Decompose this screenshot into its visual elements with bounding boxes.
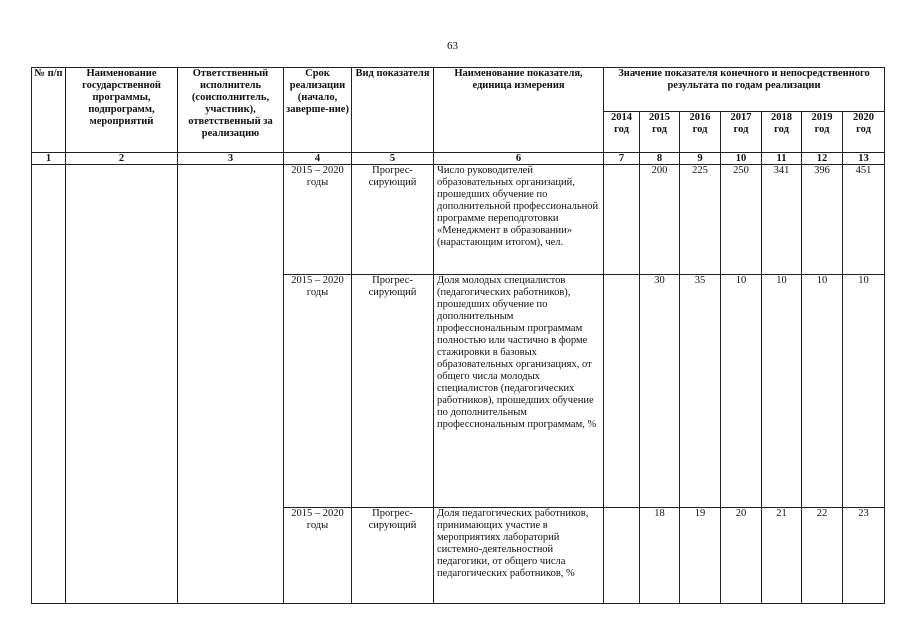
- header-year: 2020 год: [843, 112, 885, 153]
- header-executor: Ответственный исполнитель (соисполнитель, участник), ответственный за реализацию: [178, 68, 284, 153]
- column-number: 8: [640, 153, 680, 165]
- column-number: 9: [680, 153, 721, 165]
- value-cell: 23: [843, 508, 885, 604]
- value-cell: 30: [640, 275, 680, 508]
- header-values-group: Значение показателя конечного и непосредственного результата по годам реализации: [604, 68, 885, 112]
- column-number: 5: [352, 153, 434, 165]
- column-number: 13: [843, 153, 885, 165]
- column-number: 12: [802, 153, 843, 165]
- indicators-table: [31, 67, 885, 604]
- value-cell: 19: [680, 508, 721, 604]
- value-cell: 10: [721, 275, 762, 508]
- value-cell: [604, 165, 640, 275]
- column-number-row: [32, 153, 885, 165]
- indicator-name-cell: Доля молодых специалистов (педагогических работников), прошедших обучение по дополнительным профессиональным программам полностью или частично в форме стажировки в базовых образовательных организациях, от общего числа молодых специалистов (педагогических работников), прошедших обучение по дополнительным профессиональным программам, %: [434, 275, 604, 508]
- column-number: 11: [762, 153, 802, 165]
- program-name-cell: [66, 165, 178, 604]
- column-number: 7: [604, 153, 640, 165]
- header-period: Срок реализации (начало, заверше-ние): [284, 68, 352, 153]
- value-cell: 20: [721, 508, 762, 604]
- indicator-type-cell: Прогрес-сирующий: [352, 165, 434, 275]
- value-cell: 10: [843, 275, 885, 508]
- value-cell: 10: [762, 275, 802, 508]
- header-year: 2019 год: [802, 112, 843, 153]
- header-year: 2017 год: [721, 112, 762, 153]
- column-number: 10: [721, 153, 762, 165]
- value-cell: 200: [640, 165, 680, 275]
- value-cell: 10: [802, 275, 843, 508]
- period-cell: 2015 – 2020 годы: [284, 165, 352, 275]
- table-row: [32, 165, 885, 275]
- indicator-type-cell: Прогрес-сирующий: [352, 508, 434, 604]
- indicator-name-cell: Число руководителей образовательных организаций, прошедших обучение по дополнительной профессиональной программе переподготовки «Менеджмент в образовании» (нарастающим итогом), чел.: [434, 165, 604, 275]
- page-number: 63: [447, 40, 458, 52]
- column-number: 3: [178, 153, 284, 165]
- value-cell: 451: [843, 165, 885, 275]
- column-number: 6: [434, 153, 604, 165]
- header-indicator-name: Наименование показателя, единица измерения: [434, 68, 604, 153]
- period-cell: 2015 – 2020 годы: [284, 508, 352, 604]
- row-number-cell: [32, 165, 66, 604]
- value-cell: 21: [762, 508, 802, 604]
- value-cell: 18: [640, 508, 680, 604]
- column-number: 1: [32, 153, 66, 165]
- value-cell: 341: [762, 165, 802, 275]
- value-cell: 22: [802, 508, 843, 604]
- column-number: 2: [66, 153, 178, 165]
- header-program-name: Наименование государственной программы, подпрограмм, мероприятий: [66, 68, 178, 153]
- value-cell: 35: [680, 275, 721, 508]
- value-cell: 396: [802, 165, 843, 275]
- header-year: 2015 год: [640, 112, 680, 153]
- executor-cell: [178, 165, 284, 604]
- value-cell: 225: [680, 165, 721, 275]
- column-number: 4: [284, 153, 352, 165]
- value-cell: [604, 275, 640, 508]
- header-year: 2014 год: [604, 112, 640, 153]
- header-year: 2016 год: [680, 112, 721, 153]
- period-cell: 2015 – 2020 годы: [284, 275, 352, 508]
- header-number: № п/п: [32, 68, 66, 153]
- header-indicator-type: Вид показателя: [352, 68, 434, 153]
- indicator-name-cell: Доля педагогических работников, принимающих участие в мероприятиях лабораторий системно-деятельностной педагогики, от общего числа педагогических работников, %: [434, 508, 604, 604]
- header-year: 2018 год: [762, 112, 802, 153]
- indicator-type-cell: Прогрес-сирующий: [352, 275, 434, 508]
- value-cell: [604, 508, 640, 604]
- value-cell: 250: [721, 165, 762, 275]
